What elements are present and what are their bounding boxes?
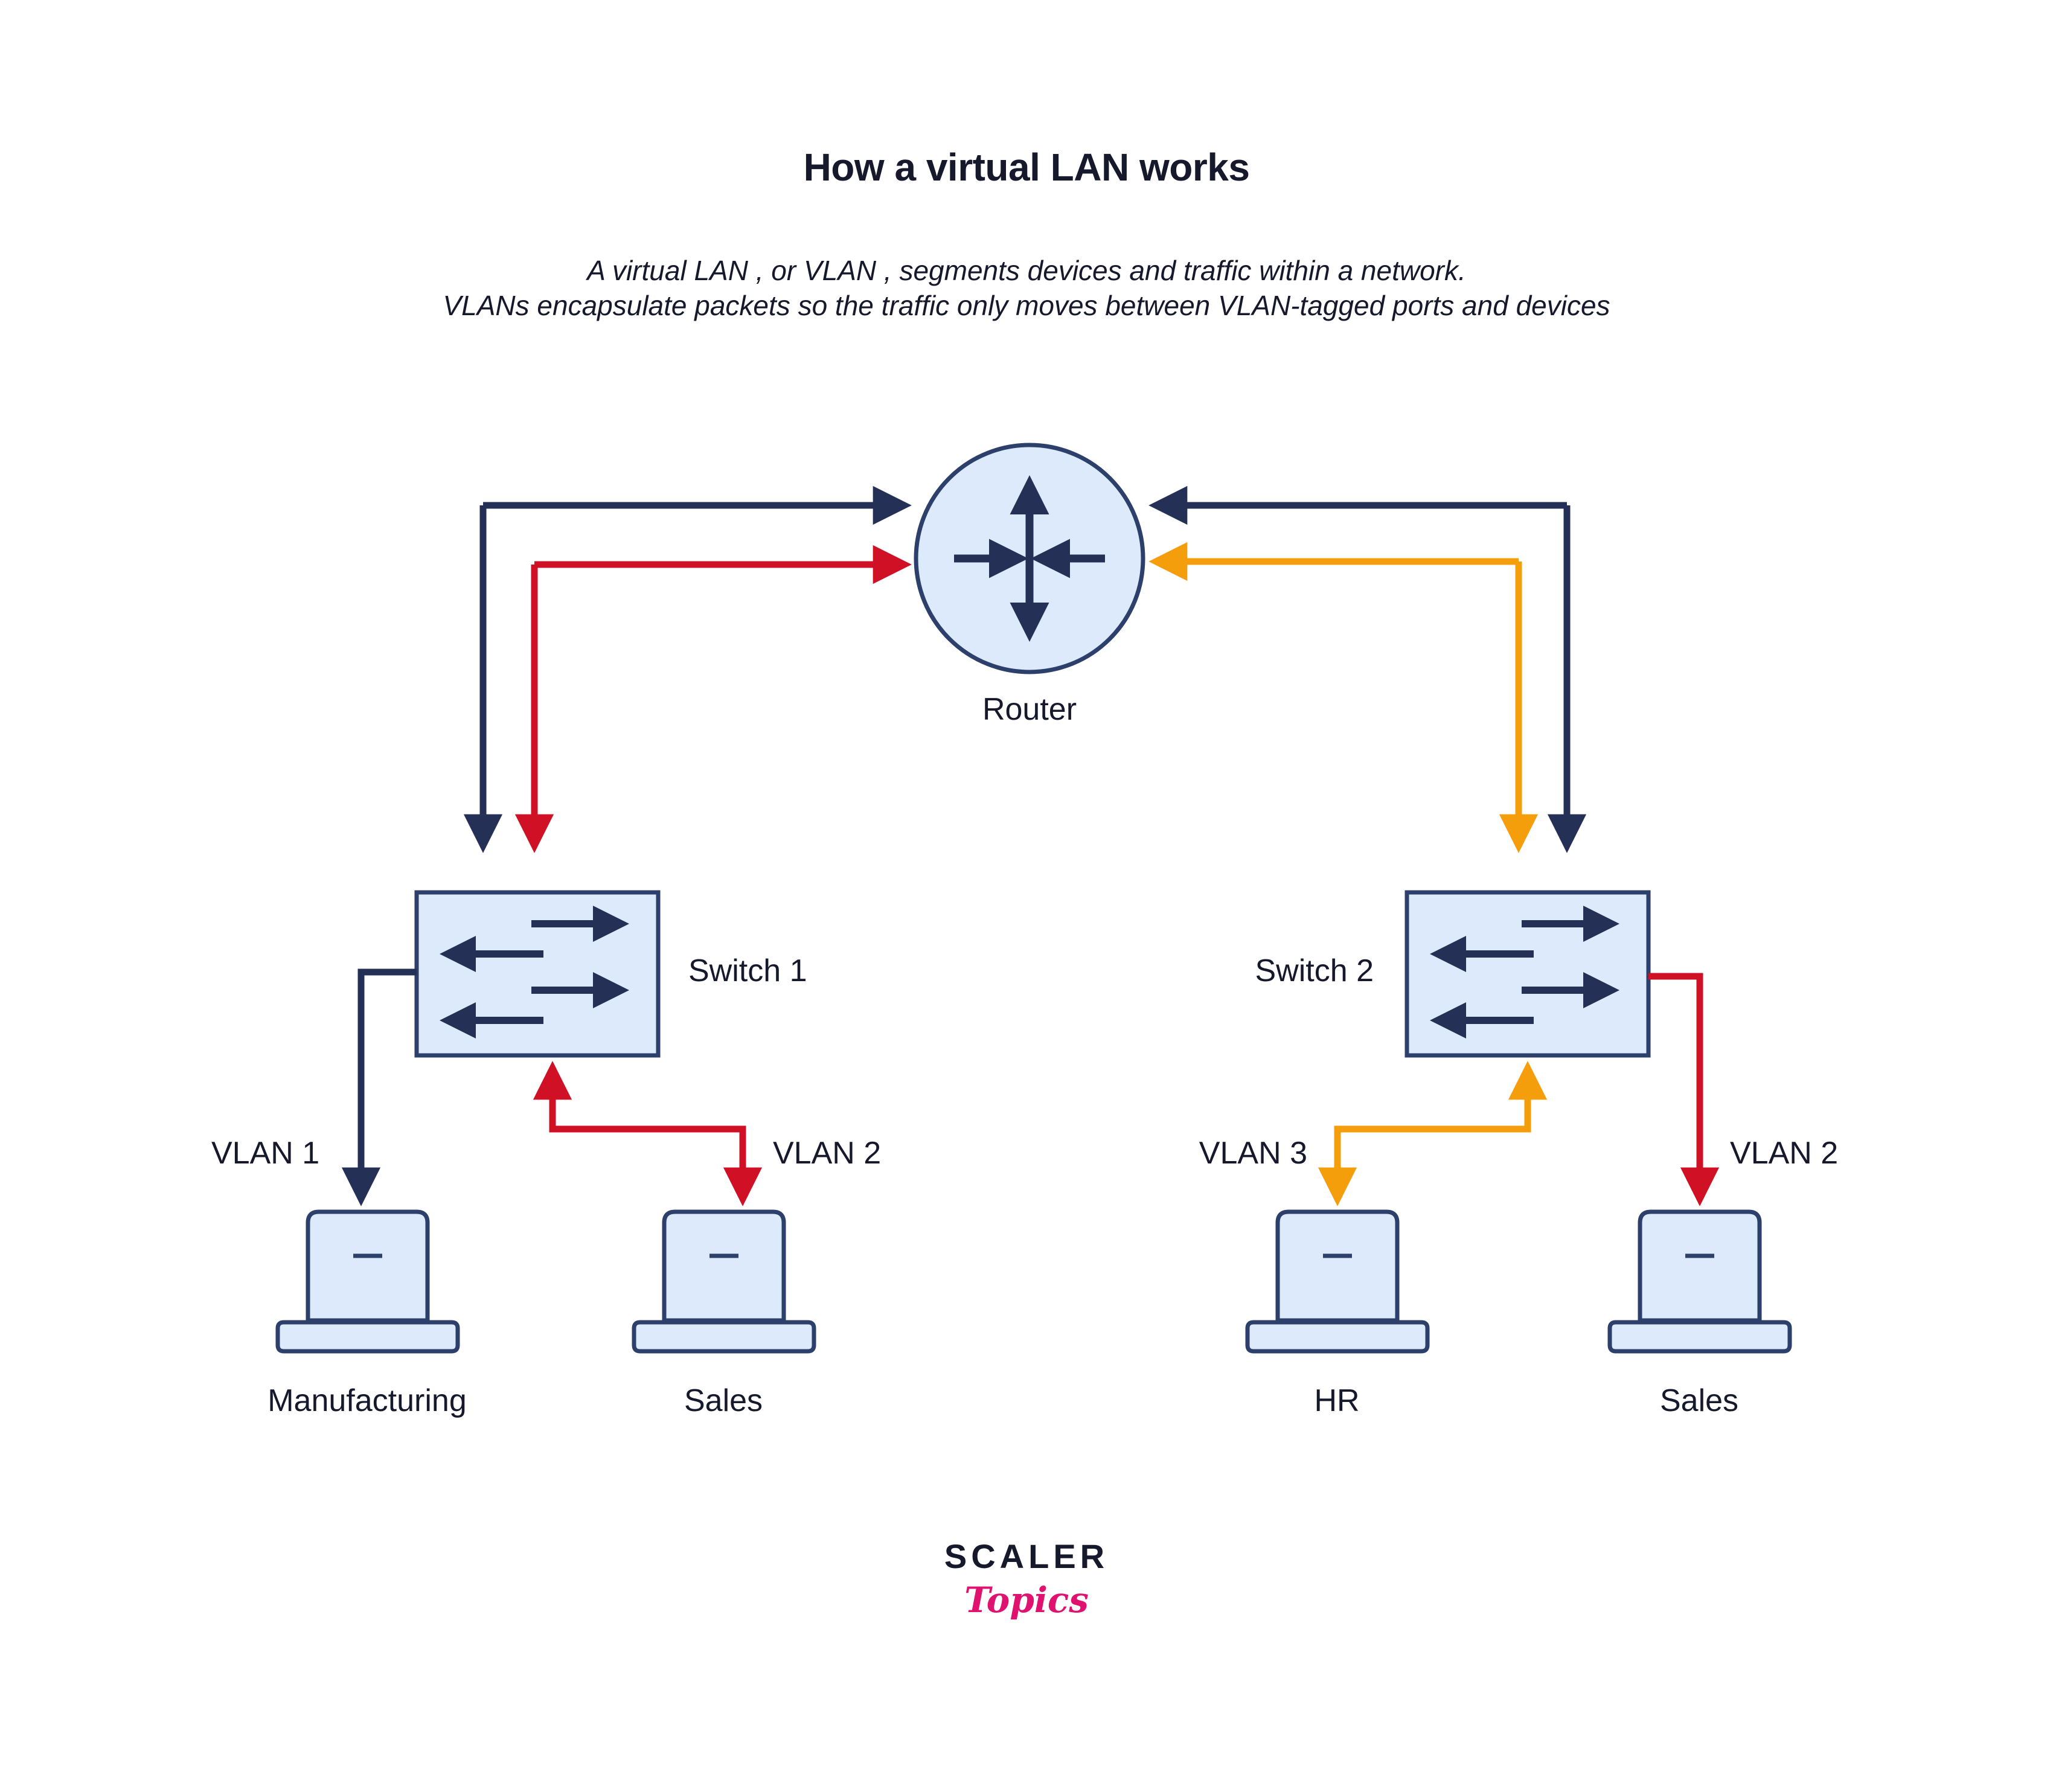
page-title: How a virtual LAN works (803, 146, 1250, 189)
subtitle-line-2: VLANs encapsulate packets so the traffic only moves between VLAN-tagged ports and devices (443, 289, 1610, 321)
laptop-icon-2 (634, 1212, 814, 1351)
vlan-3-label: VLAN 3 (1199, 1136, 1307, 1171)
vlan-2-label-left: VLAN 2 (773, 1136, 882, 1171)
device-1-label: Manufacturing (267, 1383, 467, 1418)
device-3-label: HR (1314, 1383, 1360, 1418)
device-4-label: Sales (1659, 1383, 1739, 1418)
router-label: Router (982, 692, 1077, 727)
logo-wordmark: SCALER (944, 1537, 1109, 1575)
scaler-topics-logo (0, 1537, 2053, 1621)
logo-subwordmark: Topics (964, 1579, 1089, 1621)
device-2-label: Sales (684, 1383, 763, 1418)
subtitle-line-1: A virtual LAN , or VLAN , segments devices and traffic within a network. (587, 255, 1466, 286)
vlan-2-label-right: VLAN 2 (1730, 1136, 1839, 1171)
laptop-icon-1 (278, 1212, 458, 1351)
vlan-1-label: VLAN 1 (211, 1136, 320, 1171)
switch-2-label: Switch 2 (1255, 953, 1374, 988)
laptop-icon-3 (1247, 1212, 1427, 1351)
laptop-icon-4 (1610, 1212, 1790, 1351)
switch-icon-1 (417, 892, 658, 1055)
switch-icon-2 (1407, 892, 1648, 1055)
switch-1-label: Switch 1 (688, 953, 807, 988)
router-icon (916, 445, 1143, 672)
